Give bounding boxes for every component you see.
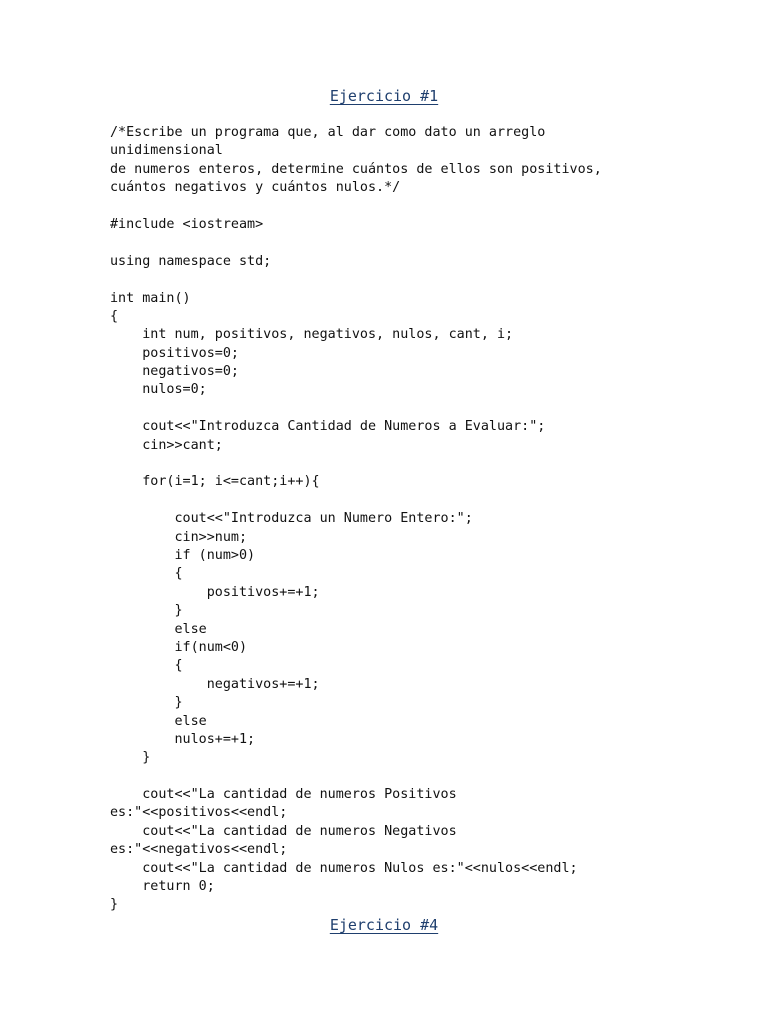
- code-line: {: [110, 308, 119, 324]
- code-line: #include <iostream>: [110, 216, 264, 232]
- code-line: for(i=1; i<=cant;i++){: [110, 474, 320, 490]
- code-line: {: [110, 566, 183, 582]
- code-line: [110, 234, 750, 252]
- code-line: nulos+=+1;: [110, 731, 256, 747]
- code-line: /*Escribe un programa que, al dar como dato un arreglo: [110, 125, 546, 140]
- code-line: cout<<"La cantidad de numeros Positivos: [110, 787, 457, 803]
- code-line: [110, 198, 750, 216]
- code-line: cin>>cant;: [110, 437, 223, 453]
- code-line: [110, 400, 750, 418]
- code-line: }: [110, 750, 151, 766]
- code-line: positivos=0;: [110, 345, 239, 361]
- code-line: if(num<0): [110, 639, 248, 655]
- code-line: es:"<<positivos<<endl;: [110, 805, 288, 821]
- code-line: cout<<"Introduzca Cantidad de Numeros a Evaluar:";: [110, 419, 546, 435]
- code-line: cuántos negativos y cuántos nulos.*/: [110, 180, 401, 196]
- code-line: {: [110, 658, 183, 674]
- code-line: cout<<"La cantidad de numeros Negativos: [110, 823, 457, 839]
- code-line: }: [110, 695, 183, 711]
- code-line: else: [110, 713, 207, 729]
- code-line: using namespace std;: [110, 253, 272, 269]
- exercise-heading-1: Ejercicio #1: [329, 87, 439, 105]
- code-line: [110, 492, 750, 510]
- code-line: else: [110, 621, 207, 637]
- exercise-heading-4: Ejercicio #4: [329, 916, 439, 934]
- code-line: }: [110, 897, 119, 913]
- code-line: int main(): [110, 290, 191, 306]
- code-line: cout<<"La cantidad de numeros Nulos es:"<<nulos<<endl;: [110, 860, 578, 876]
- code-line: return 0;: [110, 879, 215, 895]
- code-line: if (num>0): [110, 547, 256, 563]
- code-line: cin>>num;: [110, 529, 248, 545]
- code-line: nulos=0;: [110, 382, 207, 398]
- code-line: [110, 455, 750, 473]
- code-line: [110, 271, 750, 289]
- code-line: positivos+=+1;: [110, 584, 320, 600]
- code-line: negativos+=+1;: [110, 676, 320, 692]
- code-line: negativos=0;: [110, 364, 239, 380]
- code-line: unidimensional: [110, 143, 223, 159]
- code-line: de numeros enteros, determine cuántos de ellos son positivos,: [110, 161, 602, 177]
- code-block: [110, 124, 750, 915]
- code-line: cout<<"Introduzca un Numero Entero:";: [110, 511, 473, 527]
- code-line: int num, positivos, negativos, nulos, cant, i;: [110, 327, 514, 343]
- code-line: [110, 768, 750, 786]
- code-line: es:"<<negativos<<endl;: [110, 842, 288, 858]
- code-line: }: [110, 603, 183, 619]
